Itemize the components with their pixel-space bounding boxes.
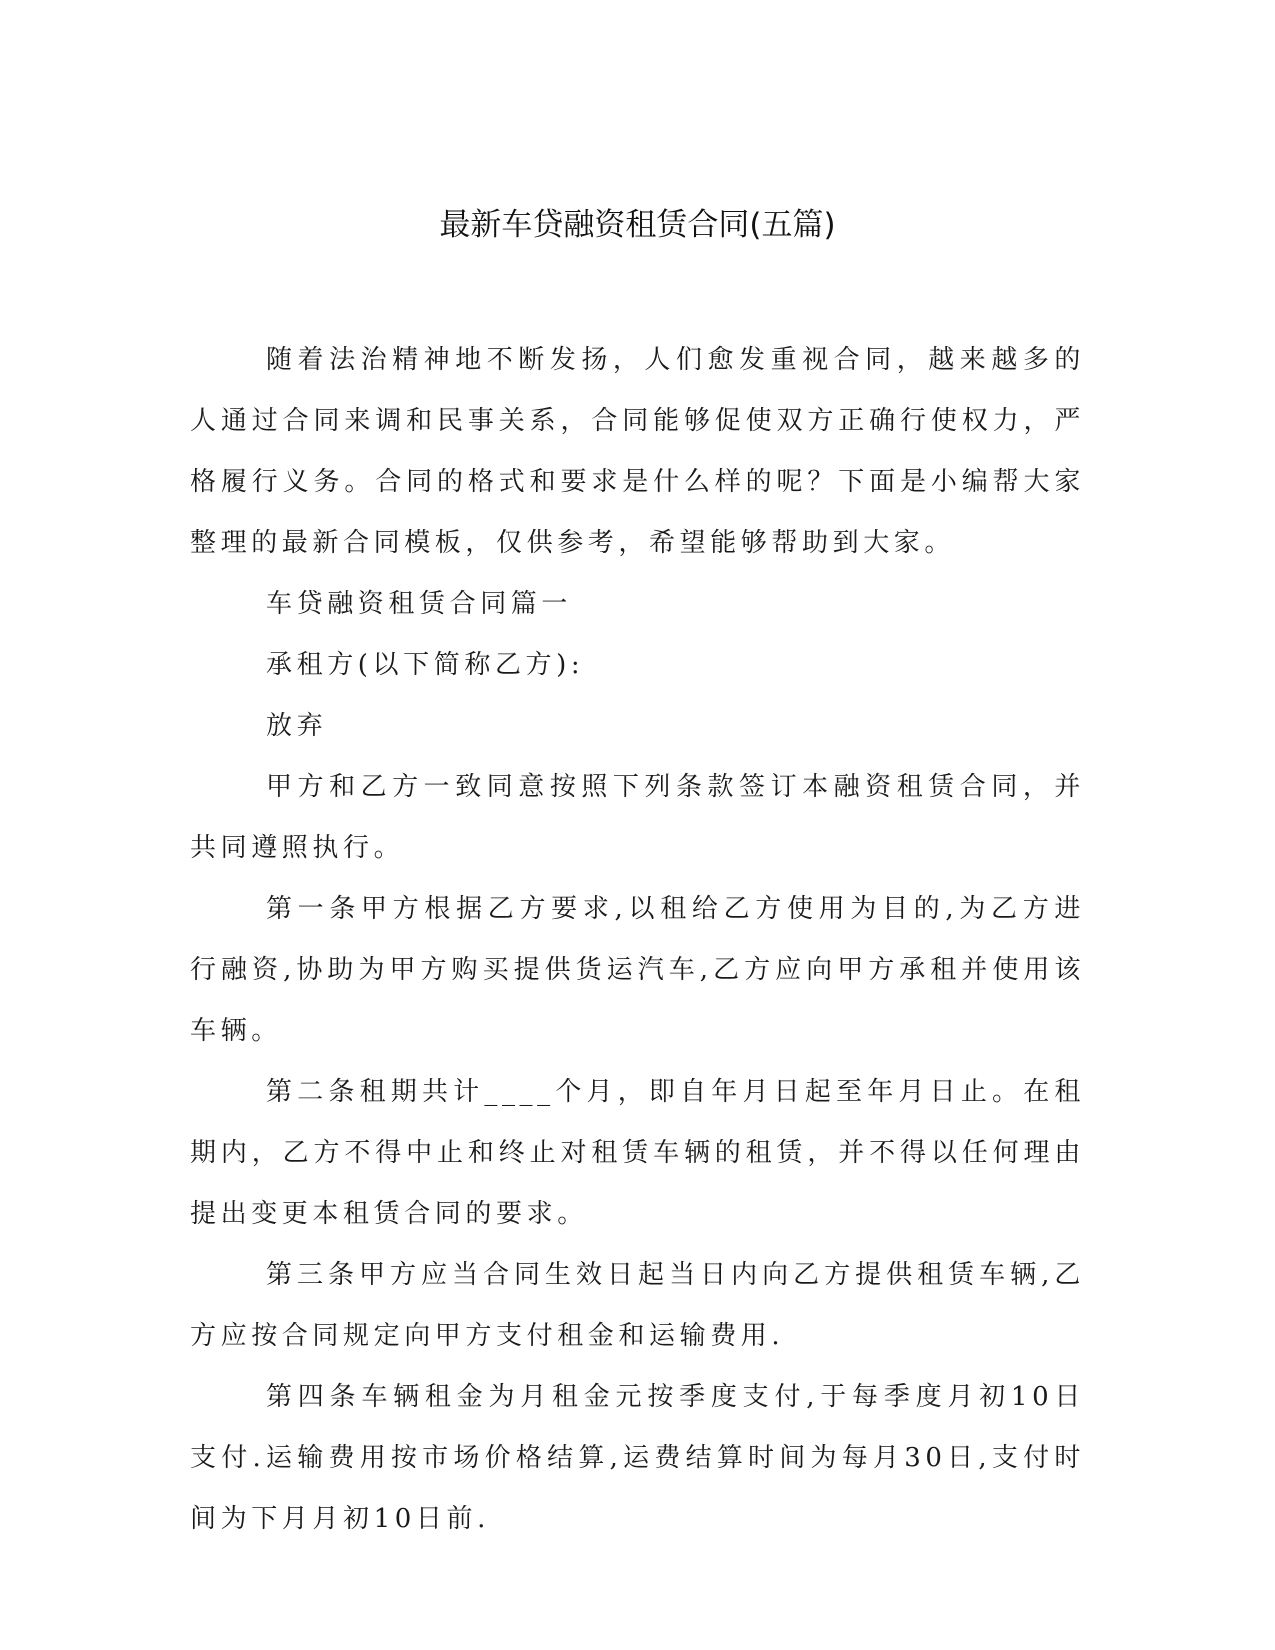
paragraph-article-4: 第四条车辆租金为月租金元按季度支付,于每季度月初10日支付.运输费用按市场价格结算,运费结算时间为每月30日,支付时间为下月月初10日前. bbox=[190, 1382, 1085, 1534]
document-title: 最新车贷融资租赁合同(五篇) bbox=[439, 207, 836, 243]
paragraph-waiver: 放弃 bbox=[266, 711, 328, 741]
paragraph-intro: 随着法治精神地不断发扬，人们愈发重视合同，越来越多的人通过合同来调和民事关系，合同能够促使双方正确行使权力，严格履行义务。合同的格式和要求是什么样的呢？下面是小编帮大家整理的最新合同模板，仅供参考，希望能够帮助到大家。 bbox=[190, 345, 1085, 558]
paragraph-article-3: 第三条甲方应当合同生效日起当日内向乙方提供租赁车辆,乙方应按合同规定向甲方支付租金和运输费用. bbox=[190, 1260, 1085, 1351]
paragraph-article-2: 第二条租期共计____个月，即自年月日起至年月日止。在租期内，乙方不得中止和终止对租赁车辆的租赁，并不得以任何理由提出变更本租赁合同的要求。 bbox=[190, 1077, 1085, 1229]
paragraph-lessee: 承租方(以下简称乙方): bbox=[266, 650, 585, 680]
document-body bbox=[190, 330, 1085, 1550]
paragraph-section-heading: 车贷融资租赁合同篇一 bbox=[266, 589, 573, 619]
paragraph-agreement: 甲方和乙方一致同意按照下列条款签订本融资租赁合同，并共同遵照执行。 bbox=[190, 772, 1085, 863]
paragraph-article-1: 第一条甲方根据乙方要求,以租给乙方使用为目的,为乙方进行融资,协助为甲方购买提供货运汽车,乙方应向甲方承租并使用该车辆。 bbox=[190, 894, 1085, 1046]
